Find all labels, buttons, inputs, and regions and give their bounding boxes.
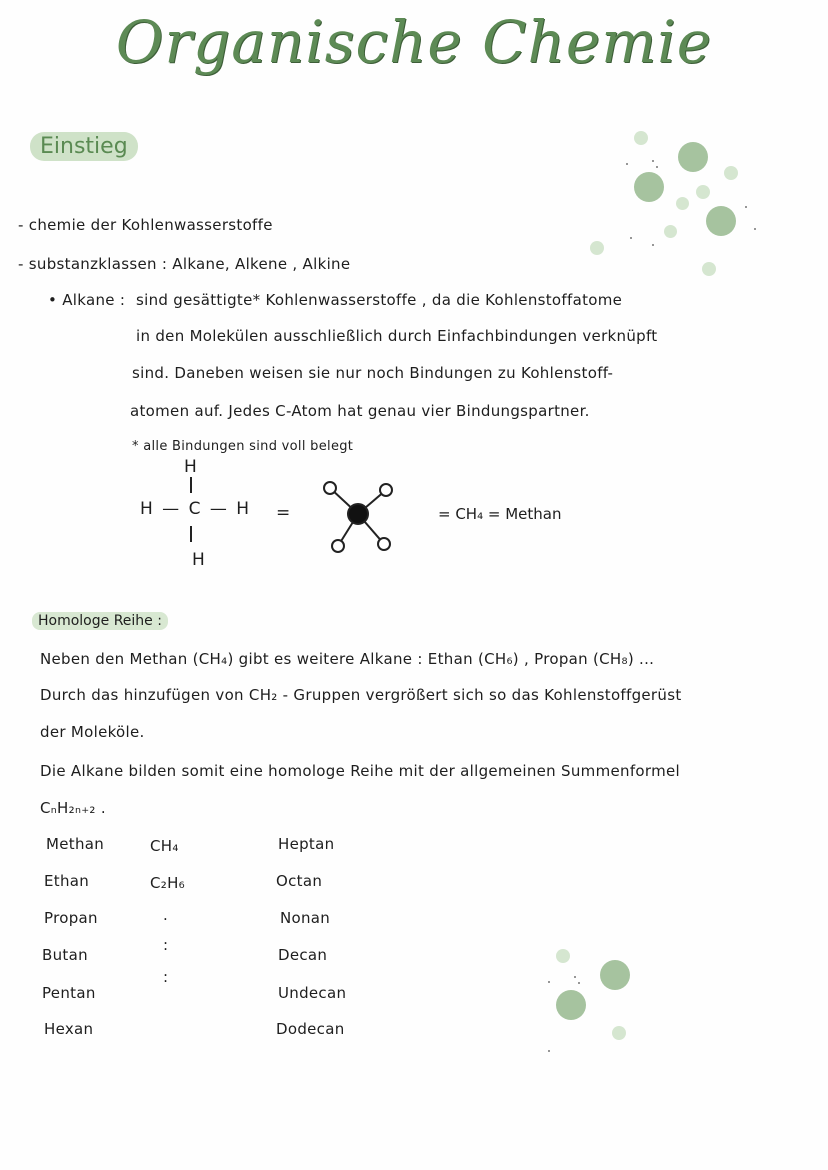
alkane-label: • Alkane :: [48, 291, 126, 309]
alkane-name: Undecan: [278, 984, 347, 1002]
alkane-name: Hexan: [44, 1020, 94, 1038]
methane-formula: = CH₄ = Methan: [438, 505, 562, 523]
bond-bottom: [190, 526, 192, 542]
page-title: Organische Chemie: [115, 8, 713, 76]
alkane-name: Ethan: [44, 872, 90, 890]
equals-sign: =: [276, 503, 291, 523]
structural-formula-row: H — C — H: [140, 499, 252, 519]
alkane-name: Nonan: [280, 909, 331, 927]
alkane-text-line: atomen auf. Jedes C-Atom hat genau vier Bindungspartner.: [130, 402, 590, 420]
bond-top: [190, 477, 192, 493]
bullet-line: - substanzklassen : Alkane, Alkene , Alkine: [18, 255, 351, 273]
alkane-text-line: in den Molekülen ausschließlich durch Einfachbindungen verknüpft: [136, 327, 658, 345]
alkane-name: Dodecan: [276, 1020, 345, 1038]
alkane-name: Methan: [46, 835, 105, 853]
alkane-name: Decan: [278, 946, 328, 964]
alkane-formula: .: [163, 906, 169, 924]
section-heading-homologe: [32, 610, 168, 629]
alkane-name: Butan: [42, 946, 88, 964]
alkane-formula: :: [163, 968, 169, 986]
alkane-formula: :: [163, 936, 169, 954]
section-heading-einstieg: [30, 134, 138, 159]
homologe-text-line: Neben den Methan (CH₄) gibt es weitere Alkane : Ethan (CH₆) , Propan (CH₈) ...: [40, 650, 655, 668]
alkane-formula: CH₄: [150, 837, 179, 855]
general-formula: CₙH₂ₙ₊₂ .: [40, 799, 106, 817]
methane-ball-stick-icon: [312, 472, 402, 558]
alkane-name: Octan: [276, 872, 323, 890]
atom-h-bottom: H: [192, 550, 205, 570]
bullet-line: - chemie der Kohlenwasserstoffe: [18, 216, 273, 234]
alkane-name: Propan: [44, 909, 98, 927]
alkane-footnote: * alle Bindungen sind voll belegt: [132, 439, 354, 454]
einstieg-label: Einstieg: [30, 132, 138, 161]
alkane-text-line: sind gesättigte* Kohlenwasserstoffe , da die Kohlenstoffatome: [136, 291, 623, 309]
homologe-text-line: Durch das hinzufügen von CH₂ - Gruppen vergrößert sich so das Kohlenstoffgerüst: [40, 686, 682, 704]
homologe-label: Homologe Reihe :: [32, 612, 168, 630]
alkane-text-line: sind. Daneben weisen sie nur noch Bindungen zu Kohlenstoff-: [132, 364, 614, 382]
atom-h-top: H: [184, 457, 197, 477]
alkane-name: Pentan: [42, 984, 96, 1002]
homologe-text-line: Die Alkane bilden somit eine homologe Reihe mit der allgemeinen Summenformel: [40, 762, 681, 780]
alkane-formula: C₂H₆: [150, 874, 185, 892]
homologe-text-line: der Moleköle.: [40, 723, 145, 741]
alkane-name: Heptan: [278, 835, 335, 853]
